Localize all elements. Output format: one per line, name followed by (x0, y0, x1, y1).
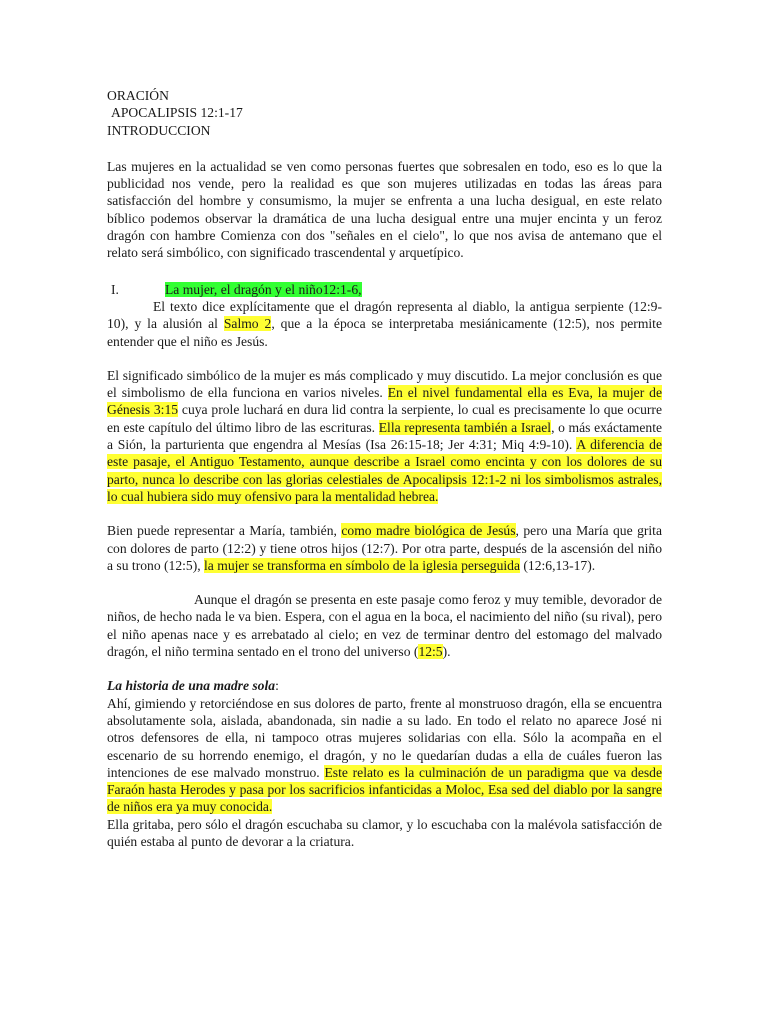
text-run: , que a la época se interpretaba mesiánicamente (12:5), nos permite entender que el niño es Jesús. (107, 316, 662, 349)
intro-paragraph: Las mujeres en la actualidad se ven como personas fuertes que sobresalen en todo, eso es lo que la publicidad nos vende, pero la realidad es que son mujeres utilizadas en todas las áreas para satisfacción del hombre y consumismo, la mujer se enfrenta a una lucha desigual, en este relato bíblico podemos observar la dramática de una lucha desigual entre una mujer encinta y un feroz dragón con hambre Comienza con dos "señales en el cielo", lo que nos avisa de antemano que el relato será simbólico, con significado trascendental y arquetípico. (107, 158, 662, 261)
text-run: cuya prole luchará en dura lid contra la serpiente, lo cual es precisamente lo que ocurre en este capítulo del último libro de las escrituras. (107, 402, 662, 435)
highlight-paradigma: Este relato es la culminación de un paradigma que va desde Faraón hasta Herodes y pasa por los sacrificios infanticidas a Moloc, Esa sed del diablo por la sangre de niños era ya muy conocida. (107, 764, 662, 815)
paragraph-simbolismo-mujer (107, 367, 662, 505)
spacer (107, 139, 662, 158)
highlight-eva: En el nivel fundamental ella es Eva, la mujer de Génesis 3:15 (107, 385, 662, 418)
section-number: I. (111, 281, 119, 297)
title-apocalipsis: APOCALIPSIS 12:1-17 (111, 105, 243, 121)
section-heading (107, 281, 662, 298)
highlight-salmo: Salmo 2 (223, 316, 272, 332)
title-introduccion: INTRODUCCION (107, 122, 211, 138)
text-run: El texto dice explícitamente que el dragón representa al diablo, la antigua serpiente (12:9-10), y la alusión al (107, 298, 662, 332)
highlight-madre-biologica: como madre biológica de Jesús (341, 523, 516, 539)
spacer (107, 350, 662, 367)
spacer (107, 505, 662, 522)
subheading-colon: : (275, 678, 279, 694)
paragraph-madre-sola (107, 695, 662, 816)
subheading-madre-sola (107, 677, 662, 694)
text-run: , pero una María que grita con dolores de parto (12:2) y tiene otros hijos (12:7). Por otra parte, después de la ascensión del niño a su trono (12:5), (107, 523, 662, 573)
paragraph-maria (107, 522, 662, 574)
text-run: ). (442, 644, 451, 660)
text-run: El significado simbólico de la mujer es más complicado y muy discutido. La mejor conclusión es que el simbolismo de ella funciona en varios niveles. (107, 367, 662, 401)
highlight-israel: Ella representa también a Israel (378, 419, 552, 435)
paragraph-dragon-diablo (107, 298, 662, 350)
highlight-iglesia-perseguida: la mujer se transforma en símbolo de la iglesia perseguida (204, 557, 520, 573)
text-run: , o más exáctamente a Sión, la parturienta que engendra al Mesías (Isa 26:15-18; Jer 4:31; Miq 4:9-10). (107, 419, 663, 453)
title-oracion: ORACIÓN (107, 88, 169, 103)
subheading-text: La historia de una madre sola (107, 678, 276, 694)
paragraph-gritaba: Ella gritaba, pero sólo el dragón escuchaba su clamor, y lo escuchaba con la malévola satisfacción de quién estaba al punto de devorar a la criatura. (107, 816, 662, 849)
highlight-antiguo-testamento: A diferencia de este pasaje, el Antiguo Testamento, aunque describe a Israel como encinta y con los dolores de su parto, nunca lo describe con las glorias celestiales de Apocalipsis 12:1-2 ni los simbolismos astrales, lo cual hubiera sido muy ofensivo para la mentalidad hebrea. (107, 437, 662, 504)
text-run: Bien puede representar a María, también, (107, 523, 342, 539)
spacer (107, 262, 662, 281)
spacer (107, 660, 662, 677)
paragraph-dragon-feroz (107, 591, 662, 660)
highlight-12-5: 12:5 (418, 644, 443, 660)
section-title-highlight: La mujer, el dragón y el niño12:1-6, (165, 281, 362, 297)
section-title (145, 281, 362, 298)
text-run: (12:6,13-17). (520, 557, 596, 573)
text-run: Aunque el dragón se presenta en este pasaje como feroz y muy temible, devorador de niños, de hecho nada le va bien. Espera, con el agua en la boca, el nacimiento del niño (su rival), pero el niño apenas nace y es arrebatado al cielo; en vez de terminar dentro del estomago del malvado dragón, el niño termina sentado en el trono del universo ( (107, 592, 662, 660)
text-run: Ahí, gimiendo y retorciéndose en sus dolores de parto, frente al monstruoso dragón, ella se encuentra absolutamente sola, aislada, abandonada, sin nadie a su lado. En todo el relato no aparece José ni otros defensores de ella, ni tampoco otras mujeres solidarias con ella. Sólo la acompaña en el escenario de su horrendo enemigo, el dragón, y no le quedarían dudas a ella de cuáles fueron las intenciones de ese malvado monstruo. (107, 695, 662, 780)
spacer (107, 574, 662, 591)
